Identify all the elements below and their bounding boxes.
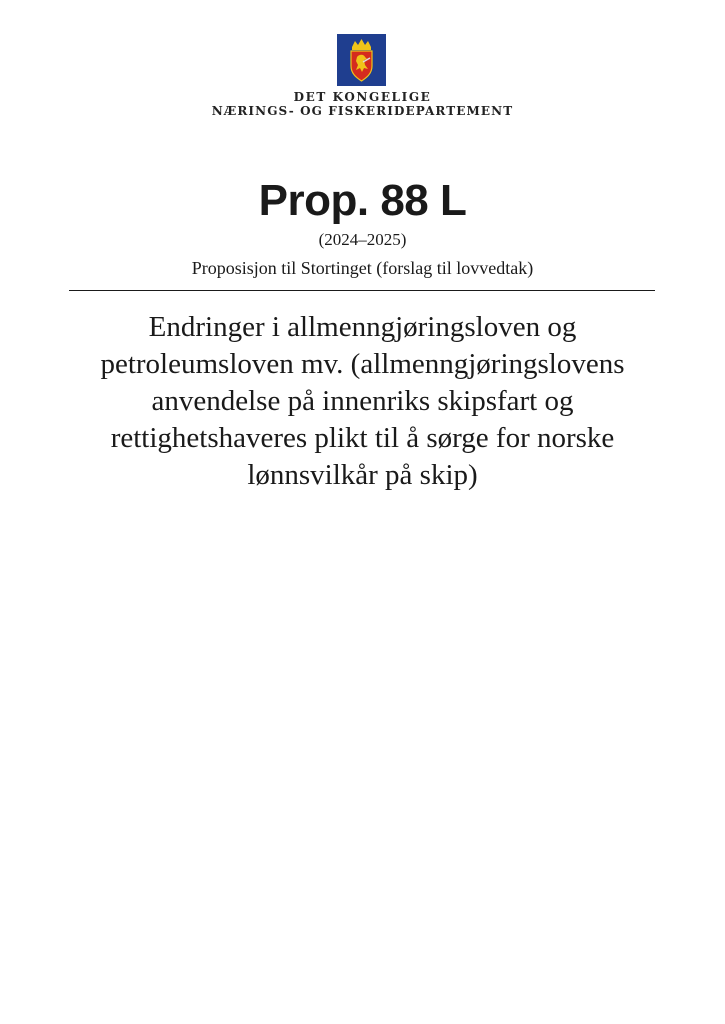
document-main-title: Endringer i allmenngjøringsloven og petroleumsloven mv. (allmenngjøringslovens anvendelse på innenriks skipsfart og rettighetshaveres plikt til å sørge for norske lønnsvilkår på skip) xyxy=(100,311,625,491)
proposition-type: Proposisjon til Stortinget (forslag til lovvedtak) xyxy=(191,258,534,278)
department-name-line2: NÆRINGS- OG FISKERIDEPARTEMENT xyxy=(211,104,514,118)
coat-of-arms-icon xyxy=(337,34,386,86)
proposition-number: Prop. 88 L xyxy=(258,176,467,225)
parliamentary-session: (2024–2025) xyxy=(318,230,407,249)
department-name-line1: DET KONGELIGE xyxy=(293,90,432,104)
divider xyxy=(69,290,655,291)
